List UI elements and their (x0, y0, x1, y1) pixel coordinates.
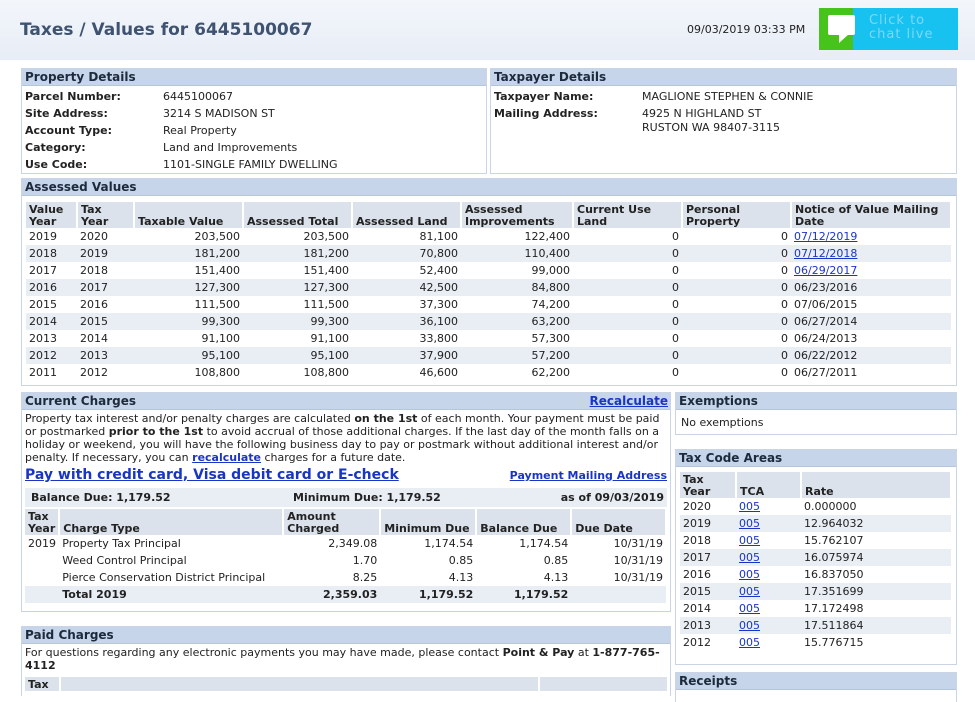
notice-date: 07/06/2015 (794, 298, 858, 311)
table-cell: Pierce Conservation District Principal (62, 571, 266, 584)
table-row (680, 532, 951, 549)
table-cell: 17.511864 (801, 617, 951, 634)
table-cell: 2017 (680, 549, 736, 566)
detail-label: Parcel Number: (25, 90, 121, 103)
page-title: Taxes / Values for 6445100067 (20, 20, 313, 40)
tca-link[interactable]: 005 (739, 551, 760, 564)
detail-row (22, 122, 341, 139)
table-cell: 99,000 (531, 264, 570, 277)
table-cell: 52,400 (419, 264, 458, 277)
tca-cell[interactable] (736, 515, 801, 532)
tca-cell[interactable] (736, 532, 801, 549)
table-cell: Property Tax Principal (62, 537, 181, 550)
notice-text: Property tax interest and/or penalty charges are calculated (25, 412, 355, 425)
table-cell: 57,200 (461, 347, 573, 364)
paid-charges-title: Paid Charges (22, 627, 670, 644)
table-cell: 0 (682, 313, 791, 330)
table-cell: 2017 (77, 279, 134, 296)
recalculate-inline-link[interactable]: recalculate (192, 451, 262, 464)
detail-row (491, 88, 816, 105)
table-cell: 0 (781, 366, 788, 379)
table-cell: 0 (573, 245, 682, 262)
table-cell: 33,800 (419, 332, 458, 345)
table-cell: 57,300 (531, 332, 570, 345)
col-header: Tax Year (25, 509, 59, 535)
notice-text: charges for a future date. (261, 451, 406, 464)
detail-row (22, 88, 341, 105)
tca-link[interactable]: 005 (739, 500, 760, 513)
table-cell: 0.85 (543, 554, 569, 567)
table-row (26, 330, 951, 347)
tca-cell[interactable] (736, 549, 801, 566)
notice-date: 06/27/2011 (794, 366, 858, 379)
table-row (680, 600, 951, 617)
notice-date[interactable] (791, 262, 951, 279)
table-cell: 2016 (80, 298, 108, 311)
table-cell: 37,300 (419, 298, 458, 311)
mailing-address-line2: RUSTON WA 98407-3115 (642, 121, 781, 134)
parcel-number: 6445100067 (163, 90, 233, 103)
table-row (26, 262, 951, 279)
category: Land and Improvements (163, 141, 298, 154)
table-cell: 0 (781, 332, 788, 345)
detail-label: Mailing Address: (494, 107, 598, 120)
table-cell: 36,100 (352, 313, 461, 330)
table-row (25, 552, 666, 569)
table-cell: Weed Control Principal (62, 554, 187, 567)
detail-row (22, 156, 341, 173)
detail-row (491, 105, 816, 122)
paid-charges-note (22, 644, 670, 672)
table-cell: 0 (682, 347, 791, 364)
total-cell: 2,359.03 (283, 586, 380, 603)
charges-table (25, 509, 667, 603)
property-details-title: Property Details (22, 69, 486, 86)
table-row (26, 313, 951, 330)
table-row (680, 515, 951, 532)
table-cell: 2015 (680, 583, 736, 600)
table-cell: 0 (682, 279, 791, 296)
exemptions-panel (675, 392, 957, 435)
notice-date: 06/27/2014 (791, 313, 951, 330)
table-cell: 151,400 (194, 264, 240, 277)
table-cell: 2012 (26, 347, 77, 364)
notice-text: to avoid accrual of those additional charges. If the last day of the month falls on a holiday or weekend, you will have the following business day to pay or postmark without additional interest and/or penalty. If necessary, you can (25, 425, 660, 464)
table-cell: 81,100 (419, 230, 458, 243)
account-type: Real Property (163, 124, 237, 137)
table-row (680, 549, 951, 566)
table-row (680, 634, 951, 651)
notice-date-link[interactable]: 07/12/2019 (794, 230, 858, 243)
exemptions-text: No exemptions (681, 416, 764, 429)
table-row (26, 364, 951, 381)
col-header: Assessed Total (243, 202, 352, 228)
paid-charges-panel (21, 626, 671, 696)
exemptions-title: Exemptions (676, 393, 956, 410)
recalculate-link[interactable]: Recalculate (589, 394, 668, 408)
table-cell: 62,200 (531, 366, 570, 379)
note-bold: Point & Pay (502, 646, 575, 659)
table-cell: 151,400 (303, 264, 349, 277)
table-cell: 0.85 (448, 554, 474, 567)
table-cell: 0 (573, 347, 682, 364)
table-cell: 63,200 (461, 313, 573, 330)
detail-label: Site Address: (25, 107, 108, 120)
assessed-values-panel (21, 178, 957, 386)
chat-label: Click to chat live (868, 13, 934, 42)
table-cell: 111,500 (303, 298, 349, 311)
table-cell: 2016 (683, 568, 711, 581)
table-cell: 74,200 (531, 298, 570, 311)
table-cell: 2013 (77, 347, 134, 364)
table-cell: 2015 (29, 298, 57, 311)
table-row (25, 535, 666, 552)
table-cell: 2012 (683, 636, 711, 649)
notice-text: of each month. Your payment must be paid or postmarked (25, 412, 660, 438)
tca-cell[interactable] (736, 566, 801, 583)
use-code: 1101-SINGLE FAMILY DWELLING (163, 158, 338, 171)
pay-online-link[interactable]: Pay with credit card, Visa debit card or E-check (25, 467, 399, 483)
notice-date-link[interactable]: 07/12/2018 (794, 247, 858, 260)
table-cell: 111,500 (194, 298, 240, 311)
site-address: 3214 S MADISON ST (163, 107, 275, 120)
detail-row (22, 105, 341, 122)
current-charges-panel (21, 392, 671, 612)
col-header: Charge Type (59, 509, 283, 535)
table-cell: 99,300 (243, 313, 352, 330)
taxpayer-details-panel (490, 68, 957, 174)
notice-date[interactable] (791, 245, 951, 262)
table-cell: 0 (672, 332, 679, 345)
total-cell: 1,179.52 (476, 586, 571, 603)
table-cell: 2012 (80, 366, 108, 379)
table-cell: 2018 (80, 264, 108, 277)
table-cell: 2019 (680, 515, 736, 532)
table-cell: 127,300 (243, 279, 352, 296)
table-cell: 181,200 (134, 245, 243, 262)
table-cell: 2013 (680, 617, 736, 634)
table-cell: 4.13 (543, 571, 569, 584)
table-row (26, 296, 951, 313)
detail-label: Account Type: (25, 124, 112, 137)
note-text: at (574, 646, 593, 659)
total-cell: Total 2019 (59, 586, 283, 603)
table-cell: 46,600 (419, 366, 458, 379)
table-cell: 0 (672, 298, 679, 311)
table-row (680, 566, 951, 583)
table-cell: 0 (573, 313, 682, 330)
current-charges-label: Current Charges (25, 394, 137, 408)
col-header: Assessed Improvements (461, 202, 573, 228)
table-cell: 127,300 (134, 279, 243, 296)
header-datetime: 09/03/2019 03:33 PM (687, 23, 806, 36)
table-cell: 2,349.08 (328, 537, 378, 550)
notice-date: 06/22/2012 (791, 347, 951, 364)
table-row (680, 498, 951, 515)
detail-row (22, 139, 341, 156)
table-cell: 2019 (29, 230, 57, 243)
charges-notice (22, 410, 670, 464)
tax-code-areas-table (680, 472, 952, 651)
tca-cell[interactable] (736, 617, 801, 634)
table-cell: 70,800 (352, 245, 461, 262)
tca-link[interactable]: 005 (739, 517, 760, 530)
notice-date-link[interactable]: 06/29/2017 (794, 264, 858, 277)
table-cell: 84,800 (461, 279, 573, 296)
table-cell: 2017 (29, 264, 57, 277)
balance-due: Balance Due: 1,179.52 (31, 491, 171, 504)
notice-date: 06/23/2016 (791, 279, 951, 296)
table-cell: 10/31/19 (613, 537, 663, 550)
table-cell: 2018 (683, 534, 711, 547)
tca-link[interactable]: 005 (739, 619, 760, 632)
table-cell: 99,300 (134, 313, 243, 330)
chat-bubble-icon (819, 8, 853, 50)
table-row (26, 347, 951, 364)
table-cell: 1,174.54 (424, 537, 474, 550)
table-row (26, 279, 951, 296)
detail-label: Use Code: (25, 158, 88, 171)
balance-summary (25, 488, 667, 507)
table-cell: 2020 (80, 230, 108, 243)
tca-cell[interactable] (736, 600, 801, 617)
table-cell: 2016 (26, 279, 77, 296)
phone-number: 1-877-765-4112 (25, 646, 660, 672)
table-cell: 16.837050 (804, 568, 864, 581)
col-header: Taxable Value (134, 202, 243, 228)
table-cell: 2014 (26, 313, 77, 330)
col-header: Value Year (26, 202, 77, 228)
tca-link[interactable]: 005 (739, 568, 760, 581)
page-header (0, 0, 975, 60)
table-cell (25, 552, 59, 569)
table-cell: 122,400 (524, 230, 570, 243)
assessed-values-table (26, 202, 952, 381)
minimum-due: Minimum Due: 1,179.52 (293, 491, 441, 504)
detail-row (491, 122, 816, 139)
receipts-title: Receipts (676, 673, 956, 690)
table-cell: 17.351699 (801, 583, 951, 600)
table-cell: 0 (781, 298, 788, 311)
note-text: For questions regarding any electronic payments you may have made, please contact (25, 646, 503, 659)
col-header: Tax Year (77, 202, 134, 228)
detail-label: Taxpayer Name: (494, 90, 594, 103)
total-row (25, 586, 666, 603)
table-cell: 1.70 (352, 554, 378, 567)
col-header: Current Use Land (573, 202, 682, 228)
total-cell (571, 586, 666, 603)
table-cell (25, 569, 59, 586)
tca-link[interactable]: 005 (739, 534, 760, 547)
table-cell: 95,100 (134, 347, 243, 364)
table-cell: 2014 (80, 332, 108, 345)
detail-label: Category: (25, 141, 86, 154)
tax-code-areas-panel (675, 449, 957, 665)
as-of-date: as of 09/03/2019 (560, 491, 664, 504)
table-cell: 203,500 (194, 230, 240, 243)
col-header: Due Date (571, 509, 666, 535)
tca-link[interactable]: 005 (739, 602, 760, 615)
col-header: TCA (736, 472, 801, 498)
table-cell: 10/31/19 (613, 554, 663, 567)
table-cell: 1,174.54 (519, 537, 569, 550)
total-cell: 1,179.52 (380, 586, 476, 603)
chat-live-button[interactable] (819, 8, 958, 50)
col-header: Rate (801, 472, 951, 498)
taxpayer-details-title: Taxpayer Details (491, 69, 956, 86)
col-header: Notice of Value Mailing Date (791, 202, 951, 228)
col-header: Minimum Due (380, 509, 476, 535)
col-header: Balance Due (476, 509, 571, 535)
tca-link[interactable]: 005 (739, 585, 760, 598)
table-cell: 15.776715 (804, 636, 864, 649)
notice-date: 06/24/2013 (794, 332, 858, 345)
table-cell: 108,800 (194, 366, 240, 379)
payment-mailing-address-link[interactable]: Payment Mailing Address (509, 469, 667, 482)
table-cell: 15.762107 (804, 534, 864, 547)
table-cell: 10/31/19 (613, 571, 663, 584)
table-cell: 181,200 (243, 245, 352, 262)
table-cell: 2015 (77, 313, 134, 330)
table-row (26, 228, 951, 245)
assessed-values-title: Assessed Values (22, 179, 956, 196)
table-cell: 2019 (28, 537, 56, 550)
table-cell: 2011 (29, 366, 57, 379)
col-header: Personal Property (682, 202, 791, 228)
table-cell: 42,500 (352, 279, 461, 296)
current-charges-title (22, 393, 670, 410)
table-cell: 2018 (26, 245, 77, 262)
table-cell: 4.13 (448, 571, 474, 584)
table-cell: 0 (672, 366, 679, 379)
table-row (680, 583, 951, 600)
table-cell: 0.000000 (804, 500, 857, 513)
mailing-address-line1: 4925 N HIGHLAND ST (642, 107, 762, 120)
table-cell: 0 (672, 230, 679, 243)
table-row (680, 617, 951, 634)
col-header: Assessed Land (352, 202, 461, 228)
col-header: Tax Year (680, 472, 736, 498)
table-cell: 108,800 (303, 366, 349, 379)
table-cell: 0 (573, 279, 682, 296)
notice-bold: prior to the 1st (108, 425, 204, 438)
notice-bold: on the 1st (354, 412, 418, 425)
taxpayer-name: MAGLIONE STEPHEN & CONNIE (642, 90, 814, 103)
table-cell: 0 (781, 264, 788, 277)
table-cell: 2019 (77, 245, 134, 262)
col-header: Tax (28, 678, 49, 691)
table-cell: 0 (672, 264, 679, 277)
table-cell: 91,100 (310, 332, 349, 345)
notice-date[interactable] (791, 228, 951, 245)
tax-code-areas-title: Tax Code Areas (676, 450, 956, 467)
table-cell: 16.075974 (801, 549, 951, 566)
table-cell: 2020 (683, 500, 711, 513)
table-row (26, 245, 951, 262)
table-cell: 2013 (29, 332, 57, 345)
tca-link[interactable]: 005 (739, 636, 760, 649)
table-cell: 0 (682, 245, 791, 262)
table-cell: 17.172498 (804, 602, 864, 615)
table-cell: 8.25 (352, 571, 378, 584)
table-cell: 110,400 (461, 245, 573, 262)
total-cell (25, 586, 59, 603)
col-header: Amount Charged (283, 509, 380, 535)
table-cell: 0 (781, 230, 788, 243)
table-cell: 91,100 (201, 332, 240, 345)
tca-cell[interactable] (736, 634, 801, 651)
table-cell: 37,900 (352, 347, 461, 364)
tca-cell[interactable] (736, 498, 801, 515)
receipts-panel (675, 672, 957, 702)
table-cell: 95,100 (243, 347, 352, 364)
table-row (25, 569, 666, 586)
table-cell: 12.964032 (801, 515, 951, 532)
tca-cell[interactable] (736, 583, 801, 600)
table-cell: 203,500 (303, 230, 349, 243)
property-details-panel (21, 68, 487, 174)
table-cell: 2014 (683, 602, 711, 615)
